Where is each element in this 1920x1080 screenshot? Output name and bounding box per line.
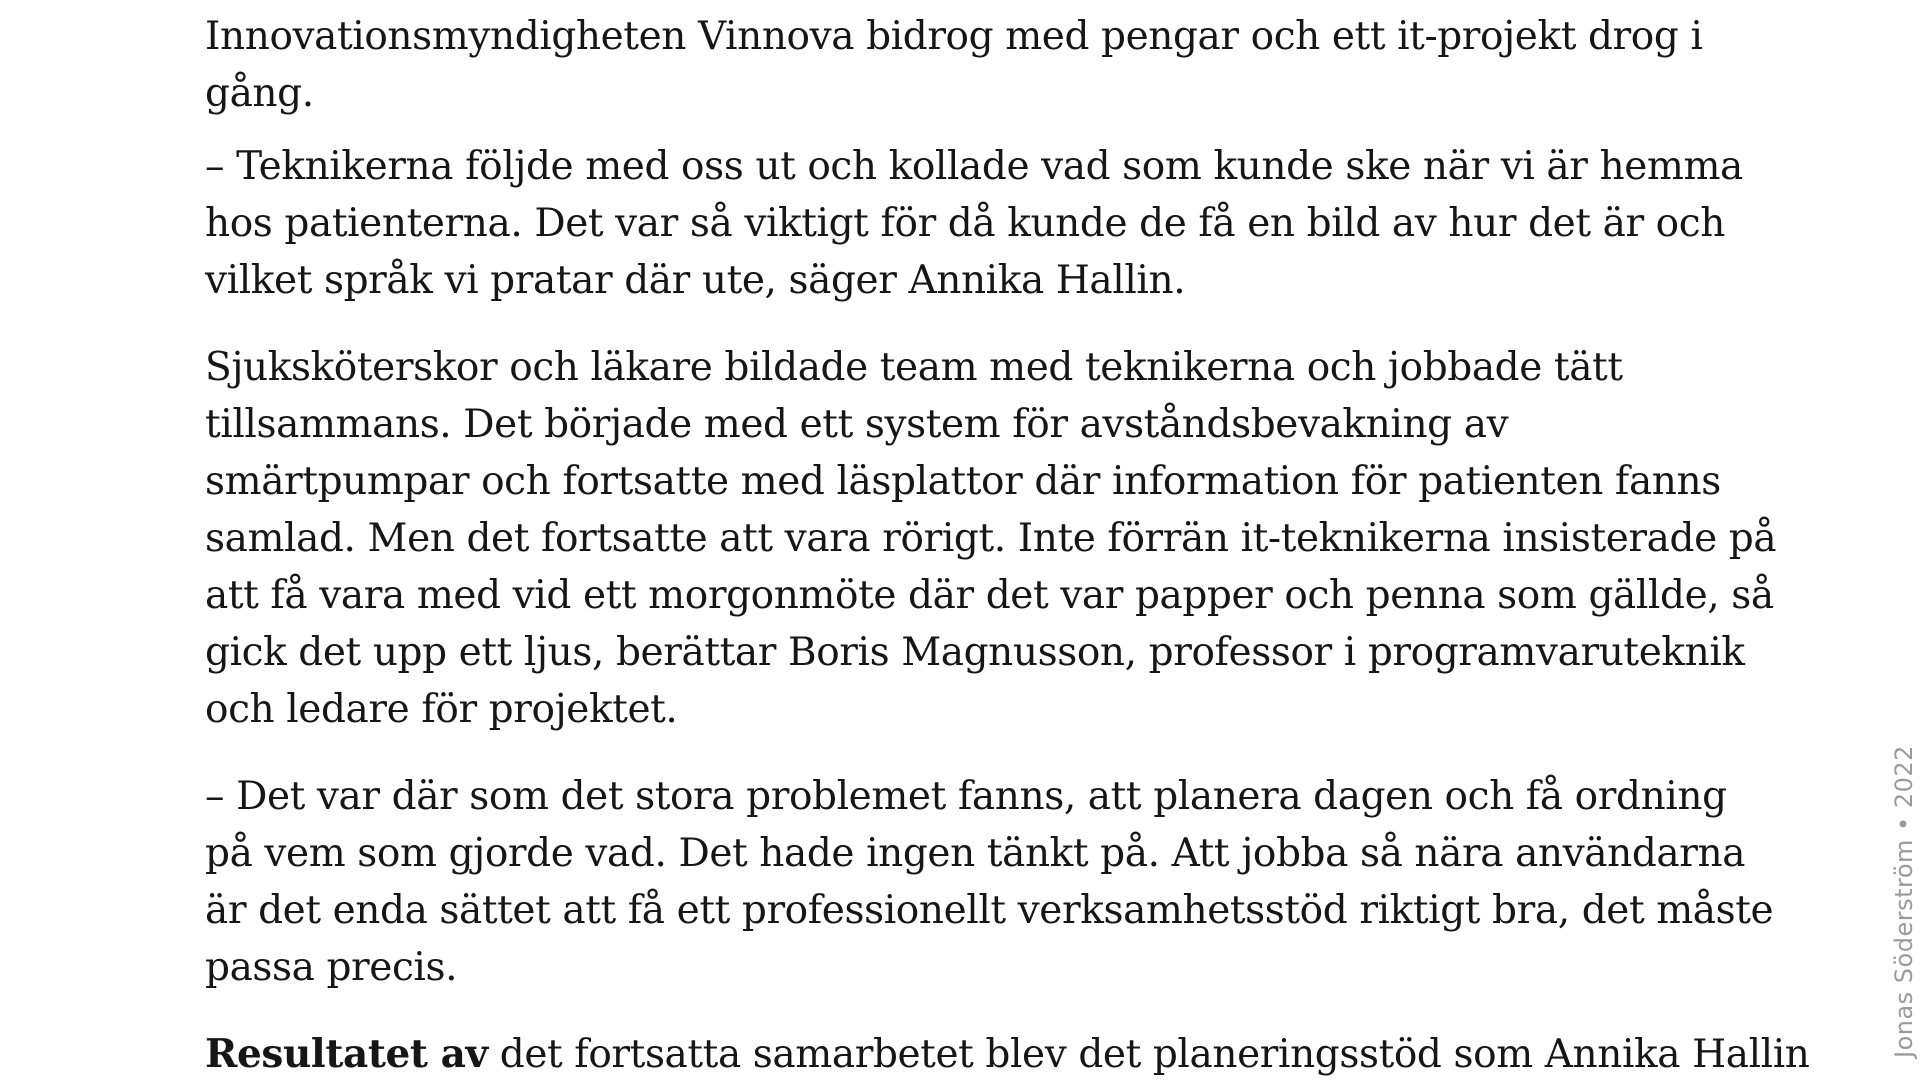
- paragraph-line: är det enda sättet att få ett professionellt verksamhetsstöd riktigt bra, det måste: [205, 888, 1774, 933]
- final-paragraph: [205, 1026, 1810, 1080]
- quote-paragraph: [205, 138, 1765, 309]
- paragraph-line: gång.: [205, 71, 314, 116]
- article-paragraph: [205, 339, 1777, 738]
- article-paragraph: [205, 8, 1765, 122]
- paragraph-line: Innovationsmyndigheten Vinnova bidrog med pengar och ett it-projekt drog i: [205, 14, 1703, 59]
- paragraph-line: hos patienterna. Det var så viktigt för då kunde de få en bild av hur det är och: [205, 201, 1725, 246]
- paragraph-line: – Det var där som det stora problemet fanns, att planera dagen och få ordning: [205, 774, 1727, 819]
- final-paragraph-line: [205, 1026, 1810, 1080]
- paragraph-line: och ledare för projektet.: [205, 687, 678, 732]
- paragraph-line: passa precis.: [205, 945, 458, 990]
- quote-paragraph: [205, 768, 1774, 996]
- paragraph-line: smärtpumpar och fortsatte med läsplattor där information för patienten fanns: [205, 459, 1721, 504]
- paragraph-line: samlad. Men det fortsatte att vara rörigt. Inte förrän it-teknikerna insisterade på: [205, 516, 1777, 561]
- paragraph-lead-in: Resultatet av: [205, 1031, 488, 1077]
- photo-credit: Jonas Söderström • 2022: [1890, 745, 1918, 1058]
- paragraph-line: tillsammans. Det började med ett system för avståndsbevakning av: [205, 402, 1509, 447]
- article-body: [205, 8, 1810, 1080]
- paragraph-line: vilket språk vi pratar där ute, säger Annika Hallin.: [205, 258, 1186, 303]
- paragraph-text: det fortsatta samarbetet blev det planeringsstöd som Annika Hallin: [487, 1032, 1810, 1077]
- paragraph-line: att få vara med vid ett morgonmöte där det var papper och penna som gällde, så: [205, 573, 1774, 618]
- paragraph-line: – Teknikerna följde med oss ut och kollade vad som kunde ske när vi är hemma: [205, 144, 1743, 189]
- paragraph-line: gick det upp ett ljus, berättar Boris Magnusson, professor i programvaruteknik: [205, 630, 1745, 675]
- paragraph-line: Sjuksköterskor och läkare bildade team med teknikerna och jobbade tätt: [205, 345, 1623, 390]
- paragraph-line: på vem som gjorde vad. Det hade ingen tänkt på. Att jobba så nära användarna: [205, 831, 1746, 876]
